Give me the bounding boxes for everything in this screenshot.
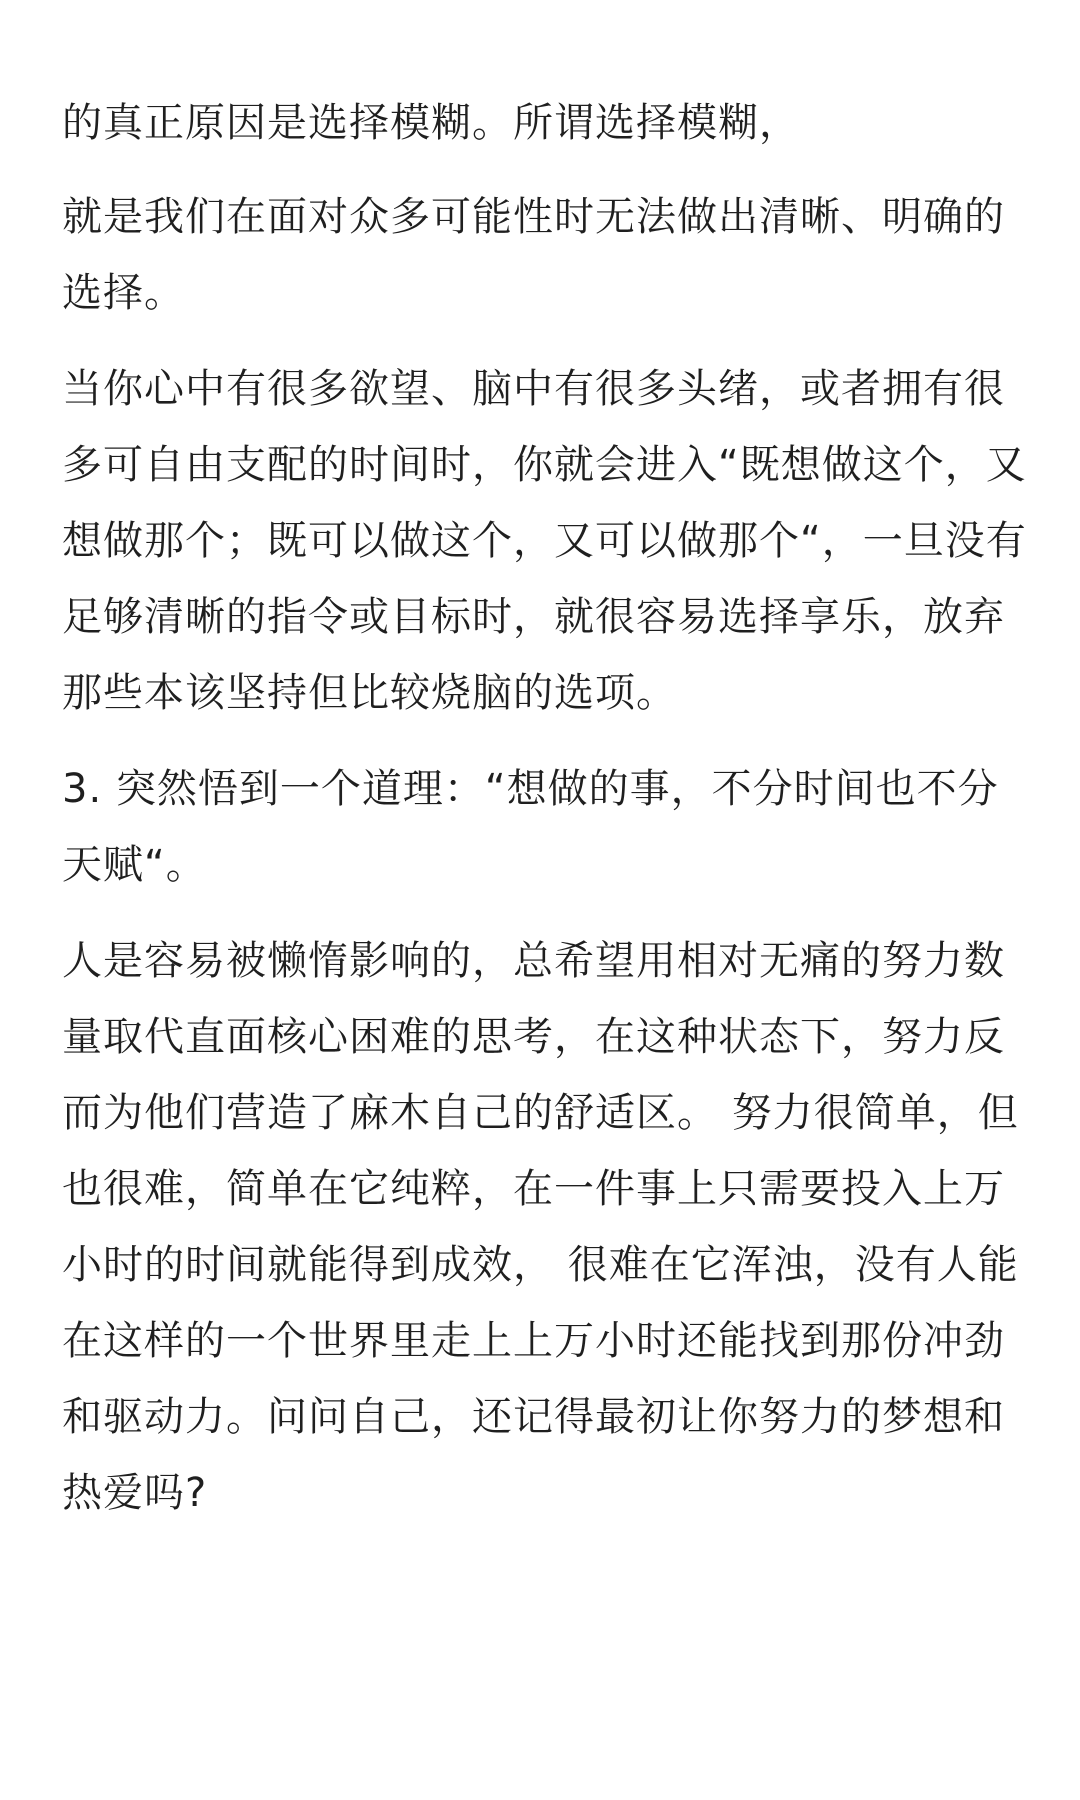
paragraph-point-3: 3. 突然悟到一个道理：“想做的事，不分时间也不分天赋“。 — [62, 766, 999, 888]
paragraph-choice-blur: 的真正原因是选择模糊。所谓选择模糊， — [62, 100, 800, 146]
article-body — [62, 85, 1027, 1551]
paragraph-desire-and-pleasure: 当你心中有很多欲望、脑中有很多头绪，或者拥有很多可自由支配的时间时，你就会进入“既想做这个，又想做那个；既可以做这个，又可以做那个“，一旦没有足够清晰的指令或目标时，就很容易选择享乐，放弃那些本该坚持但比较烧脑的选项。 — [62, 366, 1027, 716]
paragraph-effort-and-passion: 人是容易被懒惰影响的，总希望用相对无痛的努力数量取代直面核心困难的思考，在这种状态下，努力反而为他们营造了麻木自己的舒适区。 努力很简单，但也很难，简单在它纯粹，在一件事上只需要投入上万小时的时间就能得到成效， 很难在它浑浊，没有人能在这样的一个世界里走上上万小时还能找到那份冲劲和驱动力。问问自己，还记得最初让你努力的梦想和热爱吗? — [62, 938, 1019, 1516]
paragraph-choice-definition: 就是我们在面对众多可能性时无法做出清晰、明确的选择。 — [62, 194, 1005, 316]
